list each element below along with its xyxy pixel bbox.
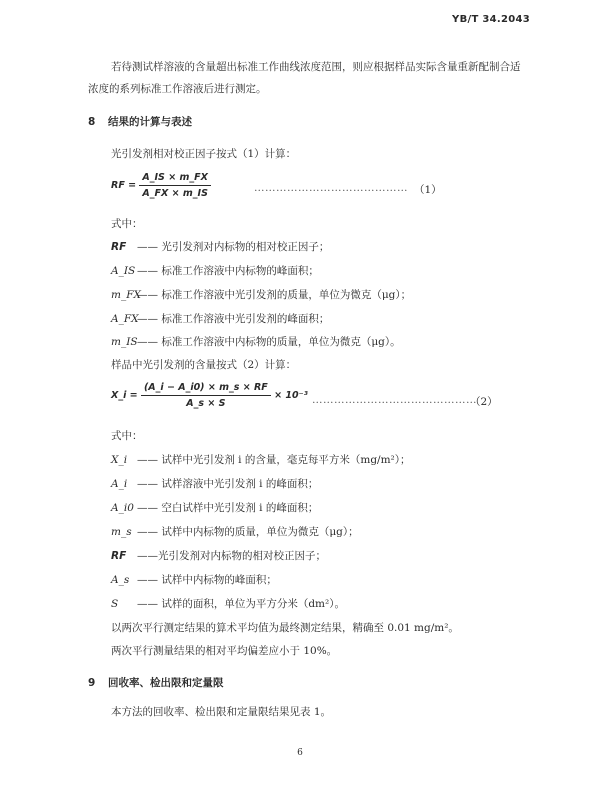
where-1-item-mfx	[111, 287, 411, 302]
definition: —— 试样的面积，单位为平方分米（dm²）。	[137, 598, 345, 610]
formula-2-number: （2）	[470, 396, 498, 408]
where-2-item-rf	[111, 548, 326, 563]
where-2-item-as	[111, 572, 277, 587]
formula-1-numerator: A_IS × m_FX	[139, 172, 211, 186]
symbol: A_i0	[111, 502, 134, 514]
symbol: m_s	[111, 526, 132, 538]
definition: —— 标准工作溶液中光引发剂的峰面积；	[137, 313, 330, 325]
definition: —— 试样中内标物的质量，单位为微克（μg）；	[137, 526, 359, 538]
where-label-1: 式中：	[111, 218, 143, 230]
formula-1-eq: =	[128, 180, 137, 191]
intro-line-2: 浓度的系列标准工作溶液后进行测定。	[88, 83, 267, 95]
formula-1-fraction	[139, 172, 211, 199]
symbol: A_i	[111, 478, 128, 490]
section-8-title: 结果的计算与表述	[108, 116, 192, 128]
formula-1-intro: 光引发剂相对校正因子按式（1）计算：	[111, 148, 297, 160]
definition: —— 试样中内标物的峰面积；	[137, 574, 277, 586]
where-1-item-ais	[111, 263, 319, 278]
section-8-heading	[88, 114, 192, 129]
section-9-heading	[88, 675, 224, 690]
formula-1-lhs: RF	[111, 180, 125, 191]
formula-1-leader-dots: ……………………………………	[254, 182, 408, 194]
where-2-item-ai0	[111, 500, 318, 515]
symbol: m_FX	[111, 289, 141, 301]
page-number: 6	[297, 748, 303, 758]
formula-1-number: （1）	[414, 184, 442, 196]
intro-line-1: 若待测试样溶液的含量超出标准工作曲线浓度范围，则应根据样品实际含量重新配制合适	[111, 61, 521, 73]
formula-2-factor: × 10⁻³	[274, 390, 308, 401]
formula-2-numerator: (A_i − A_i0) × m_s × RF	[141, 382, 271, 396]
where-2-item-ms	[111, 524, 359, 539]
formula-2-lhs: X_i	[111, 390, 127, 401]
where-label-2: 式中：	[111, 430, 143, 442]
formula-2-leader-dots: ………………………………………	[312, 394, 477, 406]
definition: —— 空白试样中光引发剂 i 的峰面积；	[137, 502, 319, 514]
symbol: A_IS	[111, 265, 136, 277]
definition: —— 光引发剂对内标物的相对校正因子；	[137, 241, 330, 253]
symbol: S	[111, 598, 119, 610]
standard-code: YB/T 34.2043	[452, 14, 530, 25]
formula-1-denominator: A_FX × m_IS	[142, 188, 208, 199]
where-2-item-ai	[111, 476, 318, 491]
formula-2	[111, 382, 308, 409]
where-1-item-rf	[111, 239, 329, 254]
definition: —— 标准工作溶液中内标物的质量，单位为微克（μg）。	[137, 336, 401, 348]
definition: —— 试样中光引发剂 i 的含量，毫克每平方米（mg/m²）；	[137, 454, 411, 466]
formula-2-intro: 样品中光引发剂的含量按式（2）计算：	[111, 359, 297, 371]
definition: ——光引发剂对内标物的相对校正因子；	[137, 550, 326, 562]
symbol: m_IS	[111, 336, 138, 348]
section-8-number: 8	[88, 116, 96, 128]
section-9-title: 回收率、检出限和定量限	[108, 677, 224, 689]
where-2-item-s	[111, 596, 345, 611]
section-9-body: 本方法的回收率、检出限和定量限结果见表 1。	[111, 706, 332, 718]
result-note-deviation: 两次平行测量结果的相对平均偏差应小于 10%。	[111, 645, 338, 657]
formula-1	[111, 172, 211, 199]
definition: —— 试样溶液中光引发剂 i 的峰面积；	[137, 478, 319, 490]
definition: —— 标准工作溶液中内标物的峰面积；	[137, 265, 319, 277]
definition: —— 标准工作溶液中光引发剂的质量，单位为微克（μg）；	[137, 289, 412, 301]
formula-2-eq: =	[129, 390, 138, 401]
symbol: A_s	[111, 574, 130, 586]
symbol: RF	[111, 241, 127, 253]
symbol: X_i	[111, 454, 128, 466]
section-9-number: 9	[88, 677, 96, 689]
symbol: RF	[111, 550, 127, 562]
where-1-item-mis	[111, 334, 401, 349]
symbol: A_FX	[111, 313, 139, 325]
formula-2-fraction	[141, 382, 271, 409]
where-1-item-afx	[111, 311, 329, 326]
where-2-item-xi	[111, 452, 411, 467]
formula-2-denominator: A_s × S	[186, 398, 226, 409]
result-note-precision: 以两次平行测定结果的算术平均值为最终测定结果，精确至 0.01 mg/m²。	[111, 622, 459, 634]
